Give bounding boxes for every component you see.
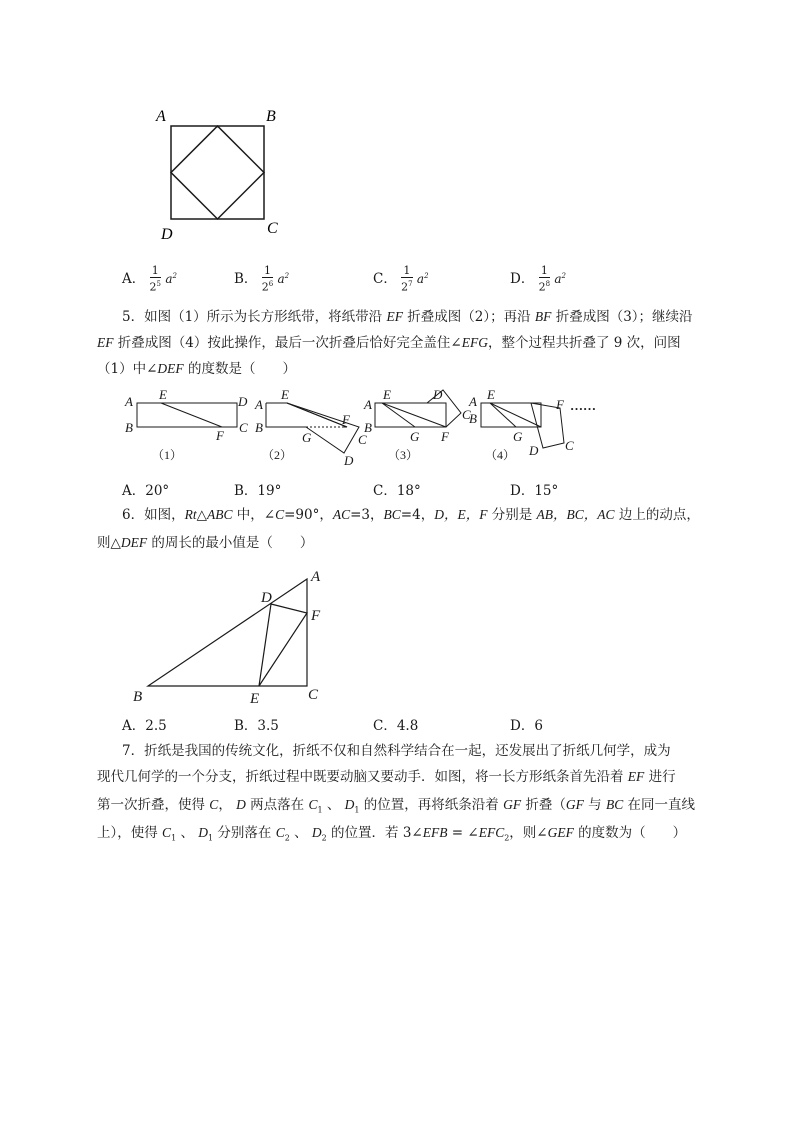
q6-line1-tri: △ — [196, 507, 207, 523]
q7-line3-gf: GF — [503, 797, 522, 812]
q4-option-a-numerator: 1 — [150, 265, 161, 278]
q7-line4-prefix: 上），使得 — [97, 825, 163, 841]
q7-line3-prefix: 第一次折叠，使得 — [97, 797, 210, 813]
q6-line-1 — [122, 505, 700, 525]
q4-option-a-fraction — [150, 265, 161, 294]
q4-label-a: A — [156, 108, 166, 125]
q7-line4-mid1: 、 — [176, 825, 199, 841]
q5-option-b[interactable] — [234, 479, 281, 499]
q5-fig3-e: E — [383, 387, 391, 402]
q5-fig2-d: D — [344, 453, 354, 468]
q4-option-b-fraction — [262, 265, 273, 294]
q5-fig1-a: A — [125, 394, 133, 409]
q5-option-c-letter: C． — [373, 483, 397, 499]
q6-option-a[interactable] — [122, 714, 167, 734]
q6-option-d-value: 6 — [534, 718, 543, 734]
q7-line2-ef: EF — [627, 769, 645, 784]
q7-line4-s1: 1 — [171, 833, 177, 843]
q5-option-d-value: 15° — [534, 483, 559, 499]
q6-option-b[interactable] — [234, 714, 279, 734]
q6-option-a-letter: A． — [122, 718, 146, 734]
q7-line4-efb: EFB — [422, 825, 448, 840]
q4-option-a-letter: A． — [122, 270, 146, 287]
q4-option-b-var-exp: 2 — [284, 271, 290, 280]
q4-option-d-denominator — [539, 278, 550, 294]
q7-line-2 — [97, 767, 676, 787]
q6-line1-abc: ABC — [206, 507, 233, 522]
q5-line3-prefix: （1）中 — [97, 361, 147, 377]
q4-label-b: B — [266, 108, 276, 125]
q6-option-b-value: 3.5 — [257, 718, 279, 734]
q4-option-a[interactable] — [122, 265, 177, 294]
q6-label-f: F — [311, 608, 321, 624]
q7-line3-c1: C — [308, 797, 318, 812]
q4-figure — [150, 100, 290, 250]
q7-line4-s2: 1 — [208, 833, 214, 843]
q5-fig2-a: A — [255, 397, 263, 412]
q5-fig2-outline — [266, 403, 347, 427]
q4-outer-square — [171, 126, 264, 219]
q7-line4-c2: C — [275, 825, 285, 840]
q5-fig2-b: B — [255, 420, 263, 435]
q5-fig3-fold1 — [382, 403, 415, 427]
q6-option-c-letter: C． — [373, 718, 397, 734]
q6-line1-mid3: =3， — [350, 507, 384, 523]
q4-option-a-base: 2 — [149, 280, 157, 294]
q4-option-c-base: 2 — [401, 280, 409, 294]
q7-line3-mid3: 、 — [322, 797, 345, 813]
q6-figure — [128, 562, 338, 712]
q6-line1-mid4: =4， — [400, 507, 435, 523]
q5-fig4-f: F — [556, 397, 564, 412]
q5-fig1-rect — [137, 403, 237, 427]
q4-option-d-letter: D． — [510, 270, 535, 287]
q7-line3-mid5: 折叠（ — [521, 797, 566, 813]
q5-option-c[interactable] — [373, 479, 421, 499]
q5-fig1-f: F — [216, 428, 224, 443]
q7-line4-s5: 2 — [504, 833, 510, 843]
q4-option-d-var — [554, 272, 566, 286]
q7-line4-gef: GEF — [547, 825, 574, 840]
q4-option-a-var — [165, 272, 177, 286]
q6-line1-anglec: ∠C — [263, 507, 285, 522]
q6-line1-points: D，E，F — [434, 507, 488, 522]
q6-line1-suffix: 边上的动点， — [614, 507, 700, 523]
q4-option-d-base: 2 — [538, 280, 546, 294]
q4-option-a-var-letter: a — [165, 271, 173, 286]
q4-option-c-var-exp: 2 — [424, 271, 429, 280]
q4-option-c-var — [417, 272, 429, 286]
q5-line3-angle: ∠DEF — [146, 361, 184, 376]
q4-option-b-numerator: 1 — [262, 265, 273, 278]
q6-option-b-letter: B． — [234, 718, 258, 734]
q5-fig3-d: D — [433, 387, 443, 402]
q5-fig1-d: D — [238, 394, 248, 409]
q5-option-a-letter: A． — [122, 483, 146, 499]
q6-option-c-value: 4.8 — [396, 718, 419, 734]
q5-fig3-b: B — [364, 420, 372, 435]
q5-fig2-g: G — [302, 430, 312, 445]
q6-line1-bc: BC — [383, 507, 401, 522]
q6-line1-mid1: 中， — [232, 507, 264, 523]
q5-fig3-g: G — [410, 429, 420, 444]
q5-line2-mid: 折叠成图（4）按此操作，最后一次折叠后恰好完全盖住 — [113, 335, 451, 351]
q6-line1-prefix: 6．如图， — [122, 507, 185, 523]
q7-line4-s4: 2 — [321, 833, 327, 843]
q5-fig1-e: E — [159, 387, 167, 402]
q4-option-b-base: 2 — [261, 280, 269, 294]
q7-line3-mid2: 两点落在 — [245, 797, 309, 813]
q6-line2-suffix: 的周长的最小值是（ ） — [147, 535, 314, 551]
q5-fig1-c: C — [239, 420, 248, 435]
q7-line3-sub1: 1 — [317, 805, 323, 815]
q5-option-d-letter: D． — [510, 483, 535, 499]
q6-line2-def: DEF — [120, 535, 148, 550]
q5-caption-4: （4） — [485, 448, 516, 462]
q7-line4-mid4: 的位置．若 — [326, 825, 403, 841]
q5-line1-ef: EF — [386, 309, 403, 324]
q4-option-d-exp: 8 — [545, 280, 551, 288]
q6-option-d-letter: D． — [510, 718, 535, 734]
q5-fig4-c: C — [565, 438, 574, 453]
q5-caption-2: （2） — [262, 448, 293, 462]
q5-line-3 — [97, 359, 296, 379]
q7-line4-eq-mid: = ∠ — [447, 825, 479, 841]
q5-fig2-f: F — [342, 412, 350, 427]
q4-label-c: C — [267, 220, 278, 237]
q7-line4-mid3: 、 — [289, 825, 312, 841]
q5-line-2 — [97, 333, 681, 353]
q5-fig4-b: B — [469, 411, 477, 426]
q5-fig2-flap — [287, 403, 359, 453]
q7-line3-sub2: 1 — [354, 805, 360, 815]
q5-option-b-letter: B． — [234, 483, 258, 499]
q4-option-c-denominator — [401, 278, 412, 294]
q5-line3-suffix: 的度数是（ ） — [183, 361, 296, 377]
q6-line-2 — [97, 533, 313, 553]
q6-line2-prefix: 则△ — [97, 535, 121, 551]
q5-fig4-fold1 — [490, 403, 516, 427]
q6-option-c[interactable] — [373, 714, 418, 734]
q6-option-d[interactable] — [510, 714, 543, 734]
q5-option-d[interactable] — [510, 479, 558, 499]
q5-fig-dots: …… — [570, 398, 596, 413]
q4-option-c-var-letter: a — [416, 271, 425, 286]
q6-label-d: D — [261, 590, 272, 606]
q6-label-c: C — [308, 687, 319, 703]
q5-caption-3: （3） — [388, 448, 419, 462]
q7-line4-suffix: 的度数为（ ） — [573, 825, 687, 841]
q4-option-a-exp: 5 — [156, 280, 162, 288]
q7-line4-s3: 2 — [284, 833, 290, 843]
q6-triangle-def — [259, 604, 307, 686]
q4-option-c-fraction — [401, 265, 412, 294]
q5-fig4-fold2 — [490, 403, 541, 427]
q7-line4-d1: D — [198, 825, 208, 840]
q5-figure — [118, 383, 618, 468]
q7-line1: 7．折纸是我国的传统文化，折纸不仅和自然科学结合在一起，还发展出了折纸几何学，成为 — [122, 743, 671, 759]
q7-line-1 — [122, 741, 671, 761]
q4-option-b-var-letter: a — [277, 271, 285, 286]
q7-line3-d1: D — [344, 797, 355, 812]
q7-line4-efc: EFC — [478, 825, 505, 840]
q4-option-d-var-letter: a — [554, 271, 562, 286]
q7-line4-c1: C — [162, 825, 172, 840]
q4-option-b[interactable] — [234, 265, 289, 294]
q4-option-b-exp: 6 — [268, 280, 274, 288]
q4-label-d: D — [161, 226, 173, 243]
q4-option-b-denominator — [262, 278, 273, 294]
q5-caption-1: （1） — [152, 448, 183, 462]
q5-fig3-a: A — [364, 397, 372, 412]
q5-option-a[interactable] — [122, 479, 169, 499]
q7-line2-prefix: 现代几何学的一个分支，折纸过程中既要动脑又要动手．如图，将一长方形纸条首先沿着 — [97, 769, 628, 785]
q7-line3-gf2: GF — [565, 797, 584, 812]
q6-triangle-abc — [148, 579, 307, 686]
q7-line3-c: C — [209, 797, 219, 812]
q7-line-3 — [97, 795, 695, 821]
q5-line1-suffix: 折叠成图（3）；继续沿 — [551, 309, 693, 325]
q4-option-d-fraction — [539, 265, 550, 294]
q5-line2-suffix: ，整个过程共折叠了 9 次，问图 — [487, 335, 681, 351]
q7-line3-mid1: ， — [218, 797, 237, 813]
q5-line2-angle: ∠EFG — [450, 335, 488, 350]
q7-line3-d: D — [236, 797, 246, 812]
q6-line1-ac: AC — [332, 507, 351, 522]
q7-line4-mid5: ，则∠ — [509, 825, 548, 841]
q5-fig1-b: B — [125, 420, 133, 435]
q4-option-b-letter: B． — [234, 270, 258, 287]
q5-fig2-c: C — [358, 432, 367, 447]
q4-option-d-numerator: 1 — [539, 265, 550, 278]
q5-option-c-value: 18° — [396, 483, 421, 499]
q5-line1-bf: BF — [534, 309, 552, 324]
q6-line1-mid2: =90°， — [284, 507, 333, 523]
q6-label-e: E — [250, 691, 260, 707]
q6-line1-rt: Rt — [184, 507, 197, 522]
q5-fig4-a: A — [469, 394, 477, 409]
q5-fig3-c: C — [462, 407, 471, 422]
q5-fig4-e: E — [487, 387, 495, 402]
q7-line3-mid4: 的位置，再将纸条沿着 — [359, 797, 504, 813]
q5-fig2-base — [266, 403, 306, 427]
q6-option-a-value: 2.5 — [145, 718, 167, 734]
q5-fig2-crease — [287, 403, 347, 427]
q7-line4-d2: D — [311, 825, 322, 840]
q4-option-a-denominator — [150, 278, 161, 294]
q5-fig1-fold — [161, 403, 222, 427]
q4-option-c-exp: 7 — [408, 280, 413, 288]
q6-line1-sides: AB，BC，AC — [536, 507, 615, 522]
q5-fig2-e: E — [281, 387, 289, 402]
q4-option-d-var-exp: 2 — [561, 271, 567, 280]
q5-line1-prefix: 5．如图（1）所示为长方形纸带，将纸带沿 — [122, 309, 387, 325]
q7-line2-suffix: 进行 — [644, 769, 676, 785]
q4-option-c-letter: C． — [373, 270, 397, 287]
q4-option-c-numerator: 1 — [401, 265, 412, 278]
q6-line1-mid5: 分别是 — [487, 507, 537, 523]
q5-fig4-d: D — [529, 443, 539, 458]
q5-option-a-value: 20° — [145, 483, 170, 499]
q5-fig3-fold2 — [382, 403, 446, 427]
q7-line3-suffix: 在同一直线 — [623, 797, 696, 813]
q7-line-4 — [97, 823, 686, 849]
q5-fig4-g: G — [513, 429, 523, 444]
q7-line3-mid6: 与 — [583, 797, 606, 813]
q5-line1-mid: 折叠成图（2）；再沿 — [402, 309, 535, 325]
q4-option-c[interactable] — [373, 265, 429, 294]
q5-fig3-f: F — [441, 429, 449, 444]
q4-inner-square — [171, 126, 264, 219]
q6-label-a: A — [311, 569, 321, 585]
q4-option-b-var — [277, 272, 289, 286]
q4-option-d[interactable] — [510, 265, 566, 294]
q7-line4-eq-prefix: 3∠ — [402, 825, 423, 841]
q5-option-b-value: 19° — [257, 483, 282, 499]
q5-line2-ef: EF — [97, 335, 114, 350]
q7-line3-bc: BC — [605, 797, 624, 812]
q7-line4-mid2: 分别落在 — [213, 825, 276, 841]
q4-option-a-var-exp: 2 — [172, 271, 177, 280]
q5-line-1 — [122, 307, 693, 327]
q6-label-b: B — [133, 689, 143, 705]
